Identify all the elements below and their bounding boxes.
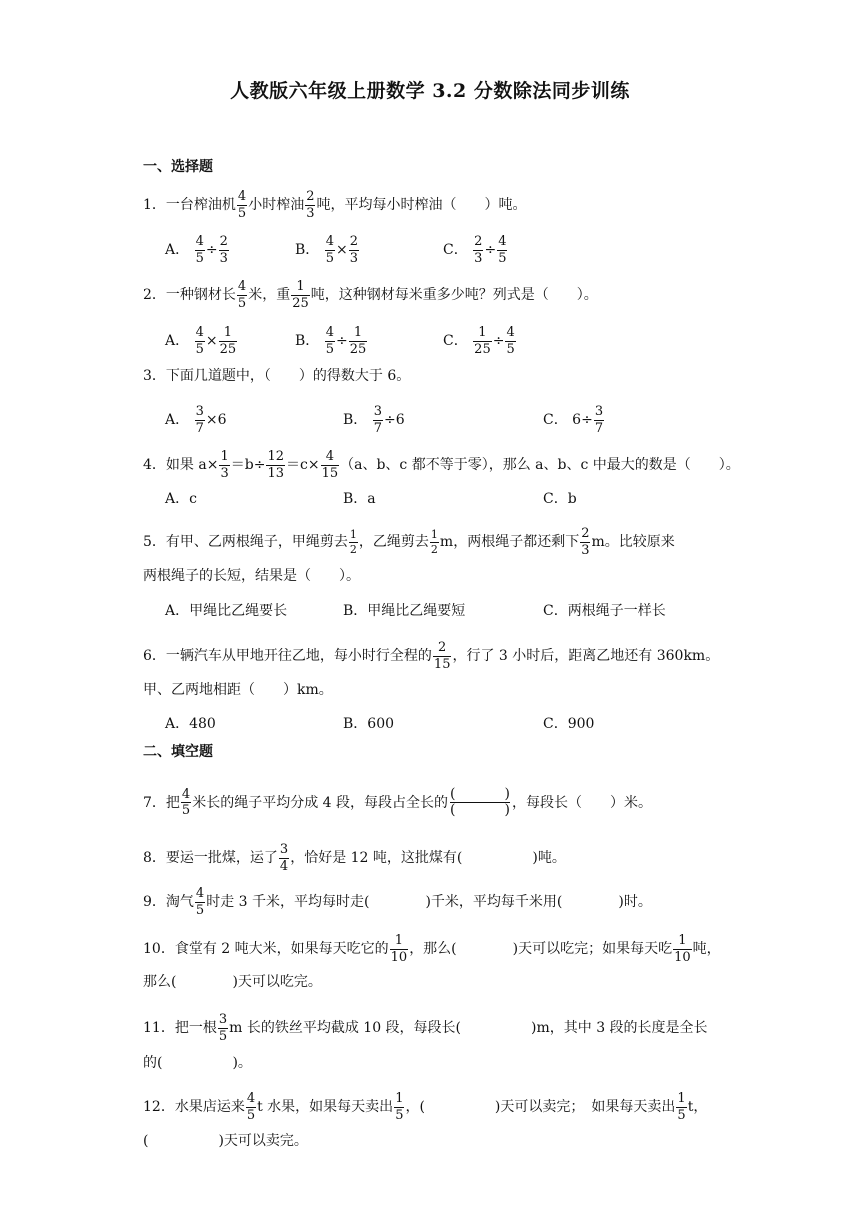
question-10: 10．食堂有 2 吨大米，如果每天吃它的 $\frac{1}{10}$ ，那么( )天可以吃完；如果每天吃 $\frac{1}{10}$ 吨， bbox=[143, 933, 721, 965]
question-4: 4．如果 a× $\frac{1}{3}$ ＝b÷ $\frac{12}{13}$ ＝c× $\frac{4}{15}$ （a、b、c 都不等于零），那么 a、b、c 中最大的数是（ ）。 bbox=[143, 449, 740, 481]
option-a: A．甲绳比乙绳要长 bbox=[165, 603, 288, 619]
option-a: A． $\frac{3}{7}$ ×6 bbox=[165, 404, 227, 436]
option-b: B． $\frac{4}{5}$ ÷ $\frac{1}{25}$ bbox=[295, 325, 367, 357]
option-c: C．900 bbox=[543, 716, 595, 732]
option-c: C．两根绳子一样长 bbox=[543, 603, 666, 619]
option-a: A． $\frac{4}{5}$ ÷ $\frac{2}{3}$ bbox=[165, 234, 228, 266]
option-b: B． $\frac{3}{7}$ ÷6 bbox=[343, 404, 405, 436]
question-7: 7．把 $\frac{4}{5}$ 米长的绳子平均分成 4 段，每段占全长的 ( ) ( ) ，每段长（ ）米。 bbox=[143, 786, 653, 819]
fraction: $\frac{4}{5}$ bbox=[237, 189, 247, 221]
option-b: B．甲绳比乙绳要短 bbox=[343, 603, 466, 619]
question-2: 2．一种钢材长 $\frac{4}{5}$ 米，重 $\frac{1}{25}$ 吨，这种钢材每米重多少吨？列式是（ ）。 bbox=[143, 279, 598, 311]
section-heading-choice: 一、选择题 bbox=[143, 159, 213, 175]
option-c: C．b bbox=[543, 491, 577, 507]
page-title: 人教版六年级上册数学 3.2 分数除法同步训练 bbox=[230, 80, 630, 102]
question-8: 8．要运一批煤，运了 $\frac{3}{4}$ ，恰好是 12 吨，这批煤有( )吨。 bbox=[143, 842, 566, 874]
question-5: 5．有甲、乙两根绳子，甲绳剪去 $\frac{1}{2}$ ，乙绳剪去 $\frac{1}{2}$ m，两根绳子都还剩下 $\frac{2}{3}$ m。比较原来 bbox=[143, 526, 675, 558]
question-11-line-2: 的( )。 bbox=[143, 1055, 252, 1071]
question-6-line-2: 甲、乙两地相距（ ）km。 bbox=[143, 682, 333, 698]
option-b: B． $\frac{4}{5}$ × $\frac{2}{3}$ bbox=[295, 234, 359, 266]
question-1: 1．一台榨油机 $\frac{4}{5}$ 小时榨油 $\frac{2}{3}$ 吨，平均每小时榨油（ ）吨。 bbox=[143, 189, 527, 221]
option-a: A． $\frac{4}{5}$ × $\frac{1}{25}$ bbox=[165, 325, 237, 357]
question-9: 9．淘气 $\frac{4}{5}$ 时走 3 千米，平均每时走( )千米，平均每千米用( )时。 bbox=[143, 886, 652, 918]
option-b: B．600 bbox=[343, 716, 395, 732]
answer-blank-fraction[interactable]: ( ) ( ) bbox=[450, 786, 511, 819]
question-3: 3．下面几道题中，（ ）的得数大于 6。 bbox=[143, 368, 411, 384]
option-c: C． $\frac{2}{3}$ ÷ $\frac{4}{5}$ bbox=[443, 234, 507, 266]
question-11: 11．把一根 $\frac{3}{5}$ m 长的铁丝平均截成 10 段，每段长( )m，其中 3 段的长度是全长 bbox=[143, 1012, 708, 1044]
question-10-line-2: 那么( )天可以吃完。 bbox=[143, 974, 322, 990]
section-heading-fill: 二、填空题 bbox=[143, 744, 213, 760]
option-a: A．480 bbox=[165, 716, 216, 732]
option-c: C． 6÷ $\frac{3}{7}$ bbox=[543, 404, 604, 436]
question-5-line-2: 两根绳子的长短，结果是（ ）。 bbox=[143, 568, 360, 584]
question-12: 12．水果店运来 $\frac{4}{5}$ t 水果，如果每天卖出 $\frac{1}{5}$ ，( )天可以卖完； 如果每天卖出 $\frac{1}{5}$ t， bbox=[143, 1091, 708, 1123]
option-a: A．c bbox=[165, 491, 197, 507]
option-c: C． $\frac{1}{25}$ ÷ $\frac{4}{5}$ bbox=[443, 325, 515, 357]
question-6: 6．一辆汽车从甲地开往乙地，每小时行全程的 $\frac{2}{15}$ ，行了 3 小时后，距离乙地还有 360km。 bbox=[143, 640, 720, 672]
fraction: $\frac{2}{3}$ bbox=[306, 189, 315, 221]
question-number: 1． bbox=[143, 197, 166, 214]
option-b: B．a bbox=[343, 491, 376, 507]
question-12-line-2: ( )天可以卖完。 bbox=[143, 1133, 308, 1149]
